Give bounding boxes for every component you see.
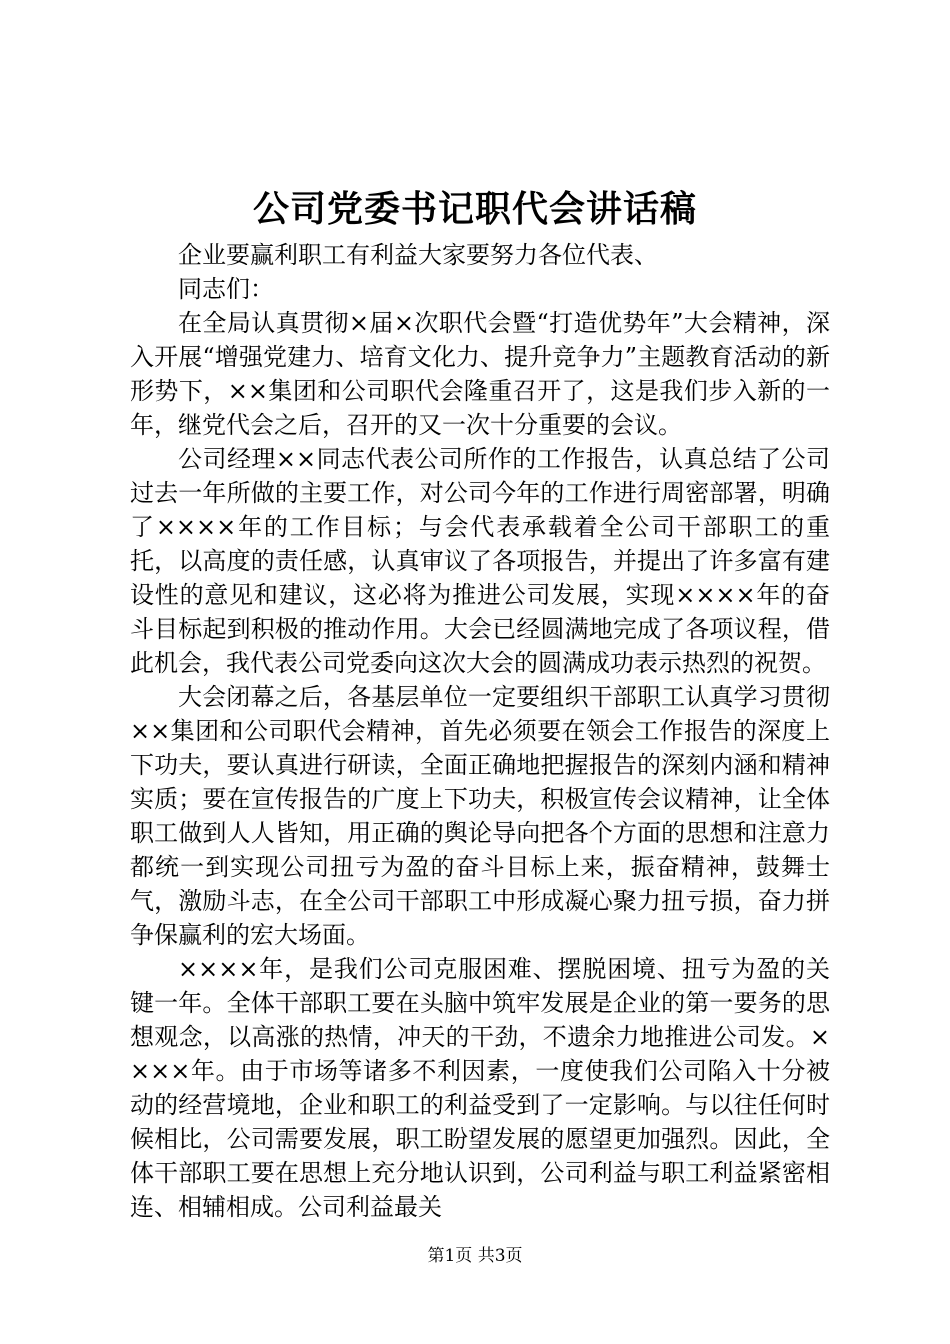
paragraph-2: 公司经理××同志代表公司所作的工作报告，认真总结了公司过去一年所做的主要工作，对公司今年的工作进行周密部署，明确了××××年的工作目标；与会代表承载着全公司干部职工的重托，以高度的责任感，认真审议了各项报告，并提出了许多富有建设性的意见和建议，这必将为推进公司发展，实现××××年的奋斗目标起到积极的推动作用。大会已经圆满地完成了各项议程，借此机会，我代表公司党委向这次大会的圆满成功表示热烈的祝贺。 (130, 445, 830, 677)
paragraph-1: 在全局认真贯彻×届×次职代会暨“打造优势年”大会精神，深入开展“增强党建力、培育文化力、提升竞争力”主题教育活动的新形势下，××集团和公司职代会隆重召开了，这是我们步入新的一年，继党代会之后，召开的又一次十分重要的会议。 (130, 309, 830, 439)
page-footer: 第1页 共3页 (427, 1246, 523, 1266)
paragraph-3: 大会闭幕之后，各基层单位一定要组织干部职工认真学习贯彻××集团和公司职代会精神，首先必须要在领会工作报告的深度上下功夫，要认真进行研读，全面正确地把握报告的深刻内涵和精神实质；要在宣传报告的广度上下功夫，积极宣传会议精神，让全体职工做到人人皆知，用正确的舆论导向把各个方面的思想和注意力都统一到实现公司扭亏为盈的奋斗目标上来，振奋精神，鼓舞士气，激励斗志，在全公司干部职工中形成凝心聚力扭亏损，奋力拼争保赢利的宏大场面。 (130, 683, 830, 949)
document-title: 公司党委书记职代会讲话稿 (252, 188, 697, 230)
subtitle-line: 企业要赢利职工有利益大家要努力各位代表、 (178, 241, 658, 269)
salutation-line: 同志们： (178, 275, 274, 303)
paragraph-4: ××××年，是我们公司克服困难、摆脱困境、扭亏为盈的关键一年。全体干部职工要在头脑中筑牢发展是企业的第一要务的思想观念，以高涨的热情，冲天的干劲，不遗余力地推进公司发。××××年。由于市场等诸多不利因素，一度使我们公司陷入十分被动的经营境地，企业和职工的利益受到了一定影响。与以往任何时候相比，公司需要发展，职工盼望发展的愿望更加强烈。因此，全体干部职工要在思想上充分地认识到，公司利益与职工利益紧密相连、相辅相成。公司利益最关 (130, 955, 830, 1221)
document-body (130, 238, 830, 1224)
